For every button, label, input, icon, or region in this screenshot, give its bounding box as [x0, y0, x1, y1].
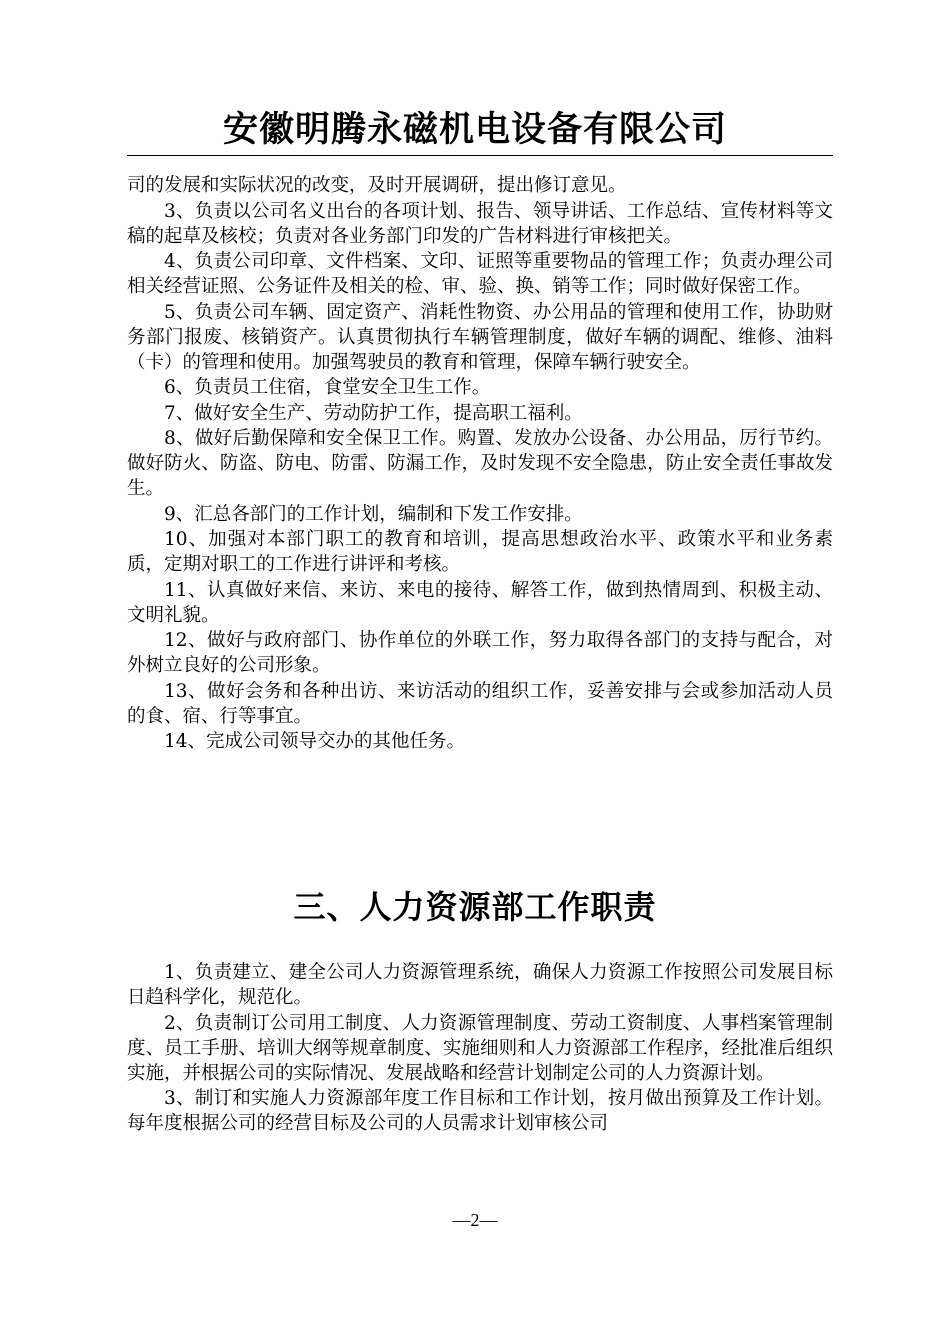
company-header-title: 安徽明腾永磁机电设备有限公司 [222, 109, 727, 150]
section-three-heading: 三、人力资源部工作职责 [293, 888, 657, 926]
paragraph: 2、负责制订公司用工制度、人力资源管理制度、劳动工资制度、人事档案管理制度、员工手册、培训大纲等规章制度、实施细则和人力资源部工作程序，经批准后组织实施，并根据公司的实际情况、发展战略和经营计划制定公司的人力资源计划。 [127, 1012, 833, 1084]
paragraph: 8、做好后勤保障和安全保卫工作。购置、发放办公设备、办公用品，厉行节约。做好防火、防盗、防电、防雷、防漏工作，及时发现不安全隐患，防止安全责任事故发生。 [127, 428, 833, 499]
paragraph: 9、汇总各部门的工作计划，编制和下发工作安排。 [164, 503, 583, 525]
paragraph: 12、做好与政府部门、协作单位的外联工作，努力取得各部门的支持与配合，对外树立良好的公司形象。 [127, 630, 833, 676]
header-divider [127, 155, 833, 156]
paragraph: 14、完成公司领导交办的其他任务。 [164, 731, 466, 752]
page-number: —2— [452, 1210, 498, 1230]
paragraph: 3、负责以公司名义出台的各项计划、报告、领导讲话、工作总结、宣传材料等文稿的起草及核校；负责对各业务部门印发的广告材料进行审核把关。 [127, 200, 833, 247]
paragraph: 4、负责公司印章、文件档案、文印、证照等重要物品的管理工作；负责办理公司相关经营证照、公务证件及相关的检、审、验、换、销等工作；同时做好保密工作。 [127, 251, 833, 297]
paragraph: 11、认真做好来信、来访、来电的接待、解答工作，做到热情周到、积极主动、文明礼貌。 [127, 579, 833, 626]
section-two-body [127, 173, 833, 755]
paragraph: 13、做好会务和各种出访、来访活动的组织工作，妥善安排与会或参加活动人员的食、宿、行等事宜。 [127, 680, 833, 727]
paragraph: 10、加强对本部门职工的教育和培训，提高思想政治水平、政策水平和业务素质，定期对职工的工作进行讲评和考核。 [127, 529, 833, 575]
section-three-body [127, 960, 833, 1137]
paragraph: 7、做好安全生产、劳动防护工作，提高职工福利。 [164, 402, 583, 424]
paragraph: 6、负责员工住宿，食堂安全卫生工作。 [164, 377, 491, 398]
paragraph: 1、负责建立、建全公司人力资源管理系统，确保人力资源工作按照公司发展目标日趋科学化，规范化。 [127, 962, 833, 1008]
paragraph: 5、负责公司车辆、固定资产、消耗性物资、办公用品的管理和使用工作，协助财务部门报废、核销资产。认真贯彻执行车辆管理制度，做好车辆的调配、维修、油料（卡）的管理和使用。加强驾驶员的教育和管理，保障车辆行驶安全。 [127, 301, 833, 373]
paragraph: 3、制订和实施人力资源部年度工作目标和工作计划，按月做出预算及工作计划。每年度根据公司的经营目标及公司的人员需求计划审核公司 [127, 1088, 833, 1134]
paragraph: 司的发展和实际状况的改变，及时开展调研，提出修订意见。 [127, 175, 627, 196]
